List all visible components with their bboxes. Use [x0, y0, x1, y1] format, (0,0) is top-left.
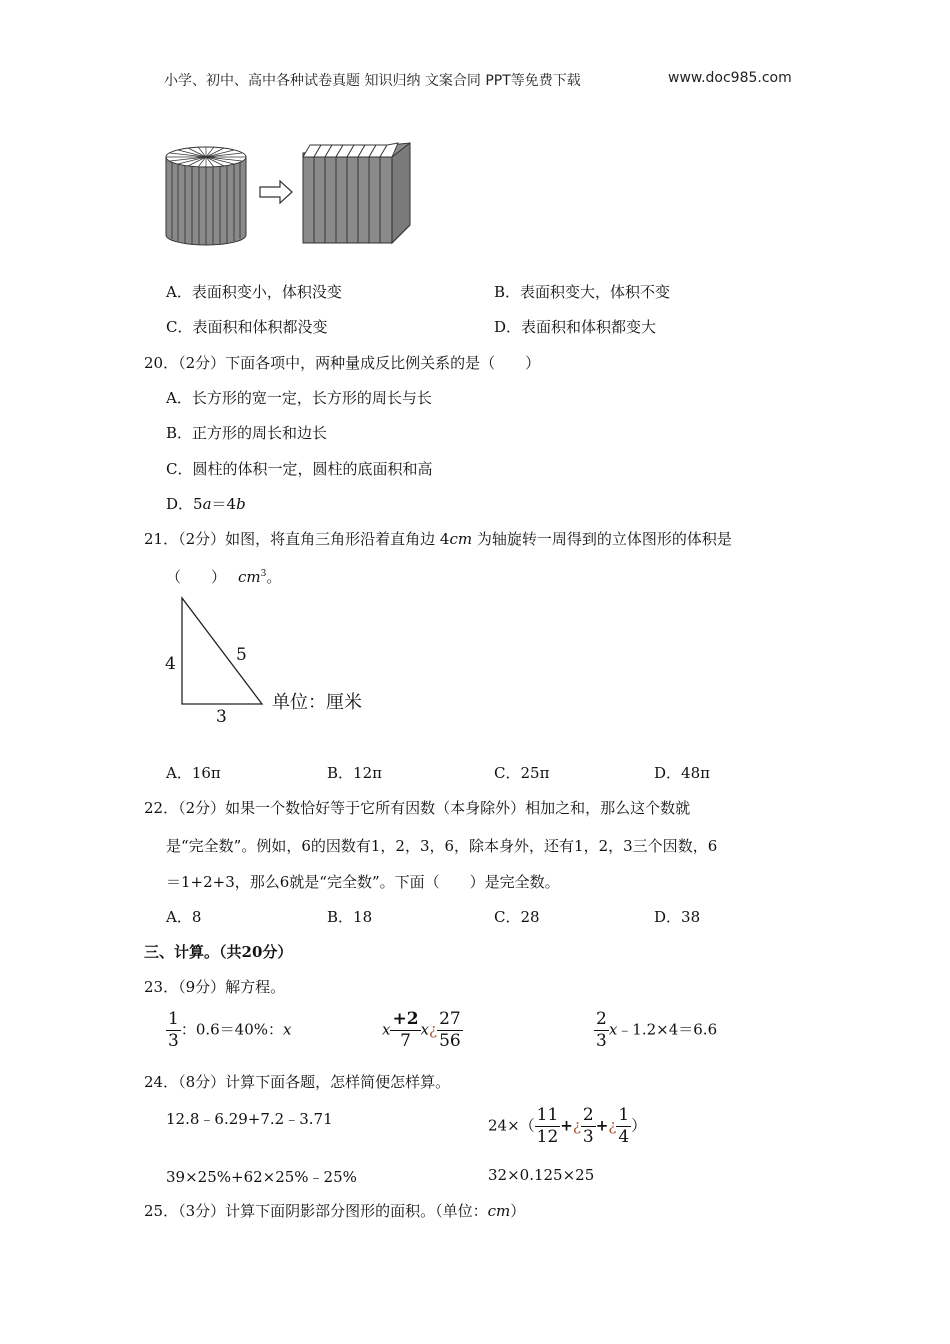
- q19-option-d[interactable]: D．表面积和体积都变大: [494, 318, 657, 336]
- answer-blank[interactable]: （ ）: [166, 568, 227, 586]
- q23-equation-2: x $\frac{+2}{7}$ x¿ $\frac{27}{56}$: [382, 1009, 461, 1051]
- header-left-text: 小学、初中、高中各种试卷真题 知识归纳 文案合同 PPT等免费下载: [164, 73, 581, 89]
- q19-option-b[interactable]: B．表面积变大，体积不变: [494, 283, 671, 301]
- render-glitch-mark: ¿: [608, 1116, 617, 1135]
- fraction: $\frac{2}{3}$: [582, 1105, 594, 1147]
- q24-problem-1: 12.8﹣6.29+7.2﹣3.71: [166, 1110, 333, 1128]
- q20-option-b[interactable]: B．正方形的周长和边长: [166, 424, 328, 442]
- q19-option-a[interactable]: A．表面积变小，体积没变: [166, 283, 342, 301]
- q21-option-d[interactable]: D．48π: [654, 764, 710, 782]
- q22-option-d[interactable]: D．38: [654, 908, 701, 926]
- triangle-side-base: 3: [216, 707, 227, 727]
- fraction: $\frac{27}{56}$: [439, 1009, 461, 1051]
- triangle-side-hyp: 5: [236, 645, 247, 665]
- q22-option-b[interactable]: B．18: [327, 908, 373, 926]
- triangle-side-vertical: 4: [165, 654, 176, 674]
- q23-equation-3: $\frac{2}{3}$ x﹣1.2×4＝6.6: [596, 1009, 718, 1051]
- q20-stem: 20．（2分）下面各项中，两种量成反比例关系的是（ ）: [144, 354, 541, 372]
- fraction: $\frac{11}{12}$: [536, 1105, 559, 1147]
- q23-equation-1: $\frac{1}{3}$ ：0.6＝40%：x: [168, 1009, 292, 1051]
- q22-option-a[interactable]: A．8: [166, 908, 202, 926]
- render-glitch-mark: ¿: [572, 1116, 581, 1135]
- q19-option-c[interactable]: C．表面积和体积都没变: [166, 318, 328, 336]
- right-arrow-icon: [260, 181, 292, 203]
- q22-option-c[interactable]: C．28: [494, 908, 540, 926]
- fraction: $\frac{1}{3}$: [168, 1009, 179, 1051]
- q23-stem: 23．（9分）解方程。: [144, 978, 286, 996]
- q21-number: 21．: [144, 530, 179, 548]
- q21-option-b[interactable]: B．12π: [327, 764, 382, 782]
- sliced-block-shape: [303, 143, 410, 243]
- q20-option-d[interactable]: D．5a＝4b: [166, 495, 246, 513]
- q24-problem-4: 32×0.125×25: [488, 1166, 595, 1184]
- q21-stem: 21．（2分）如图，将直角三角形沿着直角边 4cm 为轴旋转一周得到的立体图形的体积是: [144, 530, 732, 548]
- q23-number: 23．: [144, 978, 179, 996]
- q24-problem-3: 39×25%+62×25%﹣25%: [166, 1168, 357, 1186]
- render-glitch-mark: ¿: [429, 1020, 438, 1039]
- triangle-unit-label: 单位：厘米: [272, 692, 362, 713]
- q22-stem-line3: ＝1+2+3，那么6就是“完全数”。下面（ ）是完全数。: [166, 873, 560, 891]
- q20-option-a[interactable]: A．长方形的宽一定，长方形的周长与长: [166, 389, 432, 407]
- q24-problem-2: 24×（ $\frac{11}{12}$ +¿ $\frac{2}{3}$ +¿ $\frac{1}{4}$ ）: [488, 1105, 647, 1147]
- q22-stem-line2: 是“完全数”。例如，6的因数有1，2，3，6，除本身外，还有1，2，3三个因数，6: [166, 837, 718, 855]
- q21-option-c[interactable]: C．25π: [494, 764, 550, 782]
- q25-number: 25．: [144, 1202, 179, 1220]
- fraction: $\frac{+2}{7}$: [392, 1009, 419, 1051]
- q24-number: 24．: [144, 1073, 179, 1091]
- header-url-link[interactable]: www.doc985.com: [668, 70, 792, 86]
- q21-option-a[interactable]: A．16π: [166, 764, 221, 782]
- q21-answer-line: （ ） $cm^3$。: [166, 568, 282, 586]
- q20-option-c[interactable]: C．圆柱的体积一定，圆柱的底面积和高: [166, 460, 433, 478]
- q22-number: 22．: [144, 799, 179, 817]
- q24-stem: 24．（8分）计算下面各题，怎样简便怎样算。: [144, 1073, 451, 1091]
- cylinder-shape: [166, 147, 246, 245]
- q20-number: 20．: [144, 354, 179, 372]
- fraction: $\frac{2}{3}$: [596, 1009, 607, 1051]
- fraction: $\frac{1}{4}$: [618, 1105, 630, 1147]
- q25-stem: 25．（3分）计算下面阴影部分图形的面积。（单位：cm）: [144, 1202, 526, 1220]
- section-title: 三、计算。（共20分）: [144, 943, 293, 961]
- q22-stem-line1: 22．（2分）如果一个数恰好等于它所有因数（本身除外）相加之和，那么这个数就: [144, 799, 691, 817]
- cylinder-slicing-figure: [160, 135, 420, 250]
